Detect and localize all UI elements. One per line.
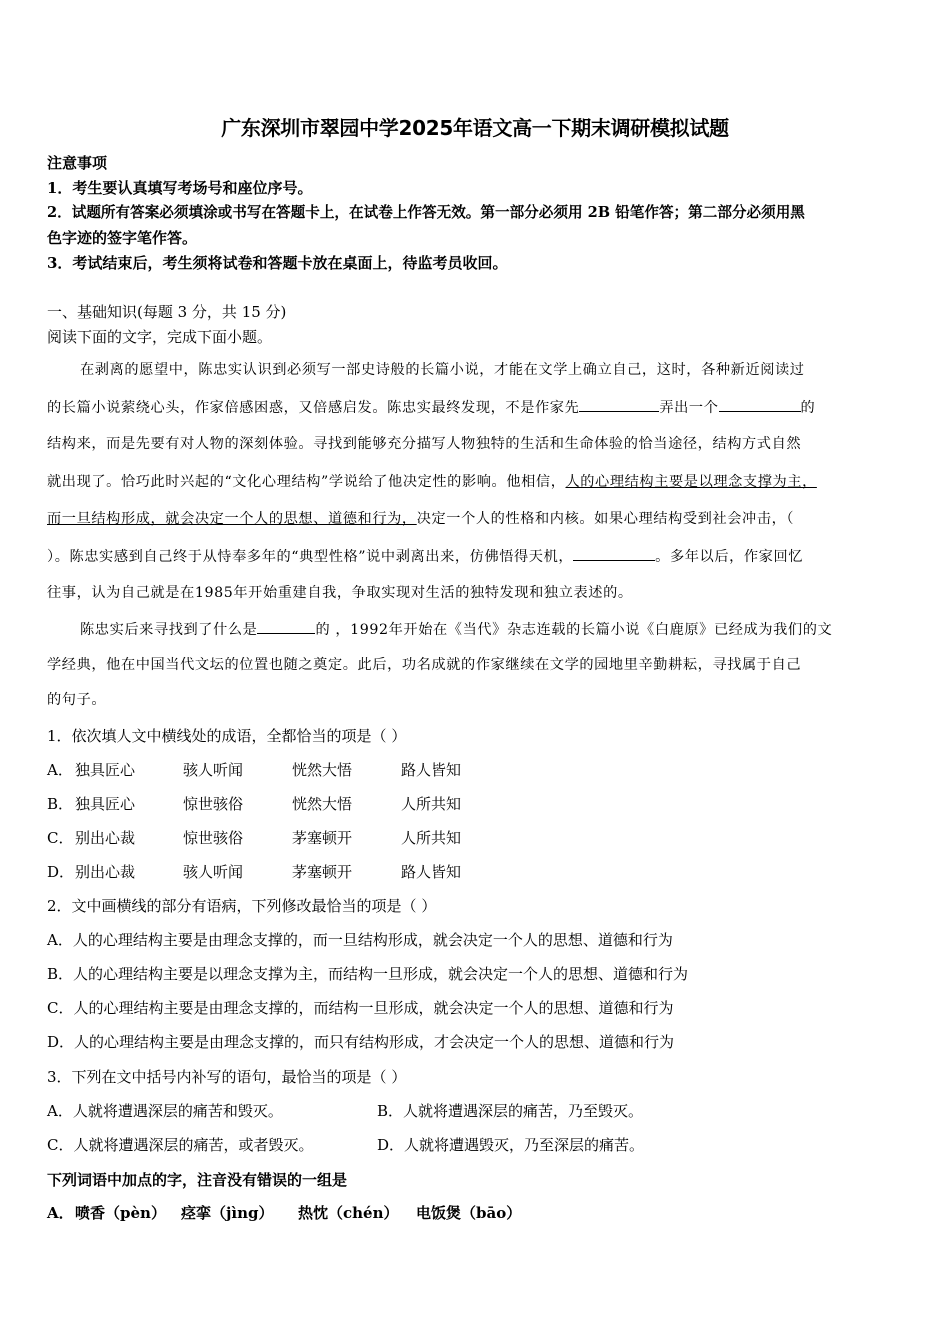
option-word: 恍然大悟 xyxy=(292,761,353,779)
passage-line xyxy=(47,472,817,492)
option-label: B． xyxy=(47,795,74,813)
option-word: 惊世骇俗 xyxy=(183,795,244,813)
option-word: 骇人听闻 xyxy=(183,863,244,881)
passage-line: 往事，认为自己就是在1985年开始重建自我，争取实现对生活的独特发现和独立表述的。 xyxy=(47,585,633,601)
option-word: 惊世骇俗 xyxy=(183,829,244,847)
passage-text: 。多年以后，作家回忆 xyxy=(655,549,804,565)
option-word: 路人皆知 xyxy=(401,761,462,779)
question-2-option-d: D．人的心理结构主要是由理念支撑的，而只有结构形成，才会决定一个人的思想、道德和行为 xyxy=(47,1033,675,1051)
notice-item-2-cont: 色字迹的签字笔作答。 xyxy=(47,229,198,247)
question-1-stem: 1．依次填人文中横线处的成语，全都恰当的项是（ ） xyxy=(47,727,407,745)
passage-text: 的长篇小说萦绕心头，作家倍感困惑，又倍感启发。陈忠实最终发现，不是作家先 xyxy=(47,400,580,416)
passage-line: 学经典，他在中国当代文坛的位置也随之奠定。此后，功名成就的作家继续在文学的园地里辛勤耕耘，寻找属于自己 xyxy=(47,657,802,673)
notice-item-1: 1．考生要认真填写考场号和座位序号。 xyxy=(47,179,313,197)
question-1-option-d xyxy=(47,862,461,882)
passage-line xyxy=(47,546,803,567)
question-3-options-cd xyxy=(47,1135,644,1155)
question-3-option-a: A．人就将遭遇深层的痛苦和毁灭。 xyxy=(47,1102,283,1120)
option-word: 路人皆知 xyxy=(401,863,462,881)
option-word: 痉挛（jìng） xyxy=(181,1204,274,1222)
question-1-option-b xyxy=(47,794,461,814)
fill-blank-4 xyxy=(257,619,315,634)
option-word: 茅塞顿开 xyxy=(292,829,353,847)
option-word: 别出心裁 xyxy=(75,829,136,847)
question-3-option-b: B．人就将遭遇深层的痛苦，乃至毁灭。 xyxy=(377,1102,644,1120)
question-2-option-c: C．人的心理结构主要是由理念支撑的，而结构一旦形成，就会决定一个人的思想、道德和行为 xyxy=(47,999,674,1017)
underlined-sentence: 人的心理结构主要是以理念支撑为主， xyxy=(565,474,817,490)
underlined-sentence: 而一旦结构形成，就会决定一个人的思想、道德和行为， xyxy=(47,511,417,527)
option-label: D． xyxy=(47,863,75,881)
option-word: 人所共知 xyxy=(401,795,462,813)
option-word: 人所共知 xyxy=(401,829,462,847)
option-label: C． xyxy=(47,829,74,847)
question-3-stem: 3．下列在文中括号内补写的语句，最恰当的项是（ ） xyxy=(47,1068,407,1086)
option-word: 电饭煲（bāo） xyxy=(416,1204,522,1222)
passage-line xyxy=(80,619,832,640)
passage-line: 结构来，而是先要有对人物的深刻体验。寻找到能够充分描写人物独特的生活和生命体验的恰当途径，结构方式自然 xyxy=(47,436,802,452)
passage-text: 就出现了。恰巧此时兴起的“文化心理结构”学说给了他决定性的影响。他相信， xyxy=(47,474,566,490)
question-2-option-b: B．人的心理结构主要是以理念支撑为主，而结构一旦形成，就会决定一个人的思想、道德和行为 xyxy=(47,965,689,983)
question-3-options-ab xyxy=(47,1101,643,1121)
option-word: 别出心裁 xyxy=(75,863,136,881)
notice-heading: 注意事项 xyxy=(47,154,108,172)
passage-text: 的 xyxy=(800,400,816,416)
passage-text: 弄出一个 xyxy=(659,400,719,416)
notice-item-3: 3．考试结束后，考生须将试卷和答题卡放在桌面上，待监考员收回。 xyxy=(47,254,508,272)
passage-text: 陈忠实后来寻找到了什么是 xyxy=(80,622,258,638)
option-label: A． xyxy=(47,1204,74,1222)
question-2-stem: 2．文中画横线的部分有语病，下列修改最恰当的项是（ ） xyxy=(47,897,437,915)
fill-blank-2 xyxy=(719,397,801,412)
passage-text: 的 ，1992年开始在《当代》杂志连载的长篇小说《白鹿原》已经成为我们的文 xyxy=(315,622,833,638)
question-4-option-a xyxy=(47,1203,521,1223)
option-word: 热忱（chén） xyxy=(298,1204,399,1222)
option-word: 茅塞顿开 xyxy=(292,863,353,881)
passage-text: 决定一个人的性格和内核。如果心理结构受到社会冲击，（ xyxy=(416,511,795,527)
fill-blank-3 xyxy=(573,546,655,561)
passage-line xyxy=(47,509,794,529)
section-intro: 阅读下面的文字，完成下面小题。 xyxy=(47,328,273,346)
option-word: 恍然大悟 xyxy=(292,795,353,813)
passage-line xyxy=(47,397,815,418)
fill-blank-1 xyxy=(579,397,659,412)
option-word: 喷香（pèn） xyxy=(75,1204,166,1222)
question-2-option-a: A．人的心理结构主要是由理念支撑的，而一旦结构形成，就会决定一个人的思想、道德和行为 xyxy=(47,931,673,949)
passage-line: 在剥离的愿望中，陈忠实认识到必须写一部史诗般的长篇小说，才能在文学上确立自己，这时，各种新近阅读过 xyxy=(80,362,805,378)
section-heading: 一、基础知识(每题 3 分，共 15 分) xyxy=(47,303,287,321)
passage-line: 的句子。 xyxy=(47,692,107,708)
option-word: 骇人听闻 xyxy=(183,761,244,779)
question-1-option-a xyxy=(47,760,461,780)
option-label: A． xyxy=(47,761,73,779)
option-word: 独具匠心 xyxy=(75,795,136,813)
option-word: 独具匠心 xyxy=(75,761,136,779)
passage-text: ）。陈忠实感到自己终于从恃奉多年的“典型性格”说中剥离出来，仿佛悟得天机， xyxy=(47,549,574,565)
question-3-option-c: C．人就将遭遇深层的痛苦，或者毁灭。 xyxy=(47,1136,314,1154)
notice-item-2: 2．试题所有答案必须填涂或书写在答题卡上，在试卷上作答无效。第一部分必须用 2B 铅笔作答；第二部分必须用黑 xyxy=(47,204,805,221)
question-3-option-d: D．人就将遭遇毁灭，乃至深层的痛苦。 xyxy=(377,1136,645,1154)
question-1-option-c xyxy=(47,828,461,848)
question-4-stem: 下列词语中加点的字，注音没有错误的一组是 xyxy=(47,1171,348,1189)
page-title: 广东深圳市翠园中学2025年语文高一下期末调研模拟试题 xyxy=(221,116,729,140)
